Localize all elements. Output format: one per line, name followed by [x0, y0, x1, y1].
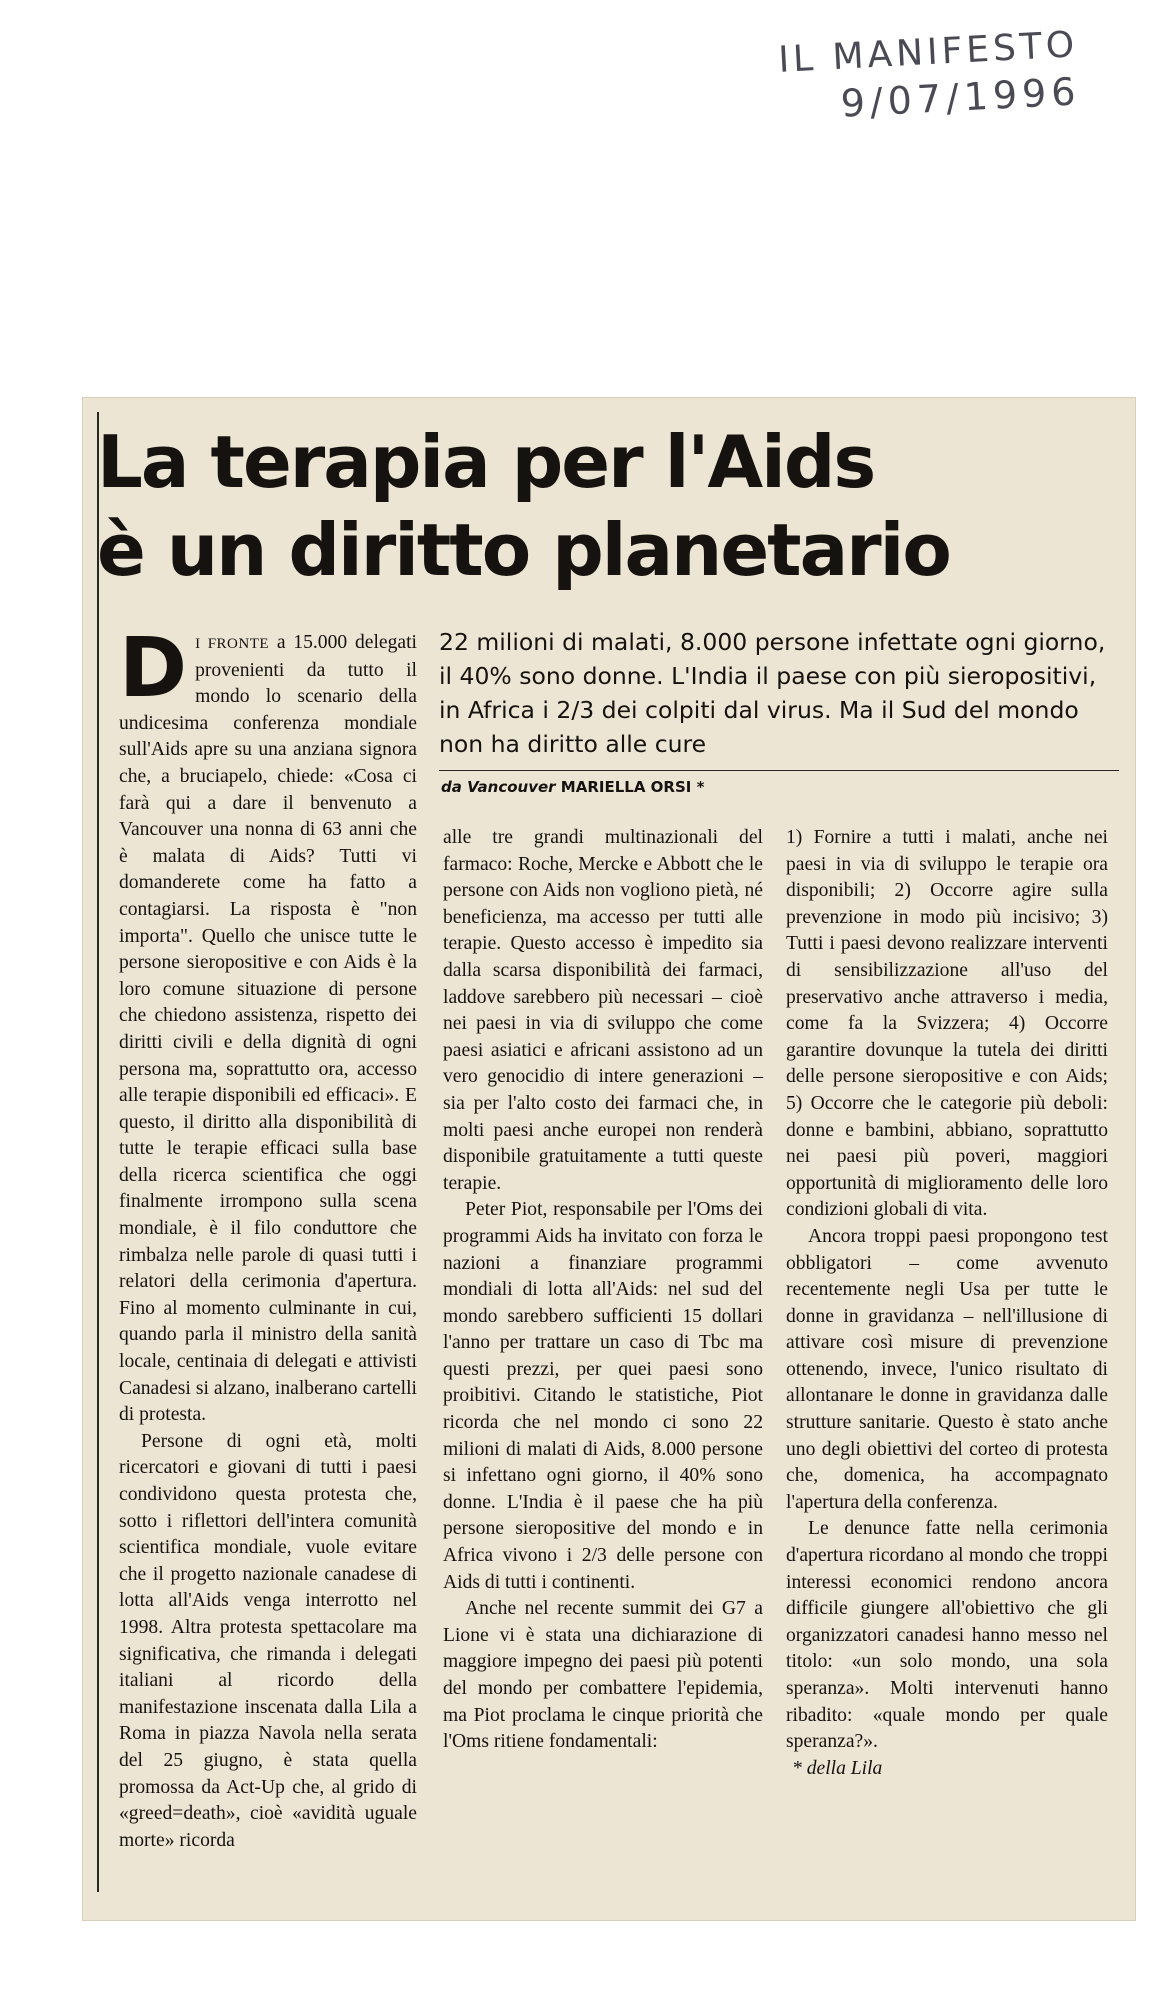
article-column-2 [443, 825, 763, 1756]
headline-line-2: è un diritto planetario [97, 508, 950, 592]
paragraph: 1) Fornire a tutti i malati, anche nei paesi in via di sviluppo le terapie ora disponibili; 2) Occorre agire sulla prevenzione in modo più incisivo; 3) Tutti i paesi devono realizzare interventi di sensibilizzazione all'uso del preservativo anche attraverso i media, come fa la Svizzera; 4) Occorre garantire dovunque la tutela dei diritti delle persone sieropositive e con Aids; 5) Occorre che le categorie più deboli: donne e bambini, abbiano, soprattutto nei paesi più poveri, maggiori opportunità di miglioramento delle loro condizioni globali di vita. [786, 827, 1108, 1221]
author-signature: * della Lila [792, 1757, 883, 1779]
paragraph [119, 621, 417, 1429]
paragraph-text: a 15.000 delegati provenienti da tutto il mondo lo scenario della undicesima conferenza mondiale sull'Aids apre su una anziana signora che, a bruciapelo, chiede: «Cosa ci farà qui a dare il benvenuto a Vancouver una nonna di 63 anni che è malata di Aids? Tutti vi domanderete come ha fatto a contagiarsi. La risposta è "non importa". Quello che unisce tutte le persone sieropositive e con Aids è la loro comune situazione di persone che chiedono assistenza, rispetto dei diritti civili e della dignità di ogni persona ma, soprattutto ora, accesso alle terapie disponibili ed efficaci». E questo, il diritto alla disponibilità di tutte le terapie efficaci sulla base della ricerca scientifica che oggi finalmente irrompono sulla scena mondiale, è il filo conduttore che rimbalza nelle parole di quasi tutti i relatori della cerimonia d'apertura. Fino al momento culminante in cui, quando parla il ministro della sanità locale, centinaia di delegati e attivisti Canadesi si alzano, inalberano cartelli di protesta. [119, 632, 417, 1426]
paragraph: Anche nel recente summit dei G7 a Lione vi è stata una dichiarazione di maggiore impegno dei paesi più potenti del mondo per combattere l'epidemia, ma Piot proclama le cinque priorità che l'Oms ritiene fondamentali: [443, 1598, 763, 1753]
paragraph: Ancora troppi paesi propongono test obbligatori – come avvenuto recentemente negli Usa per tutte le donne in gravidanza – nell'illusione di attivare così misure di prevenzione ottenendo, invece, l'unico risultato di allontanare le donne in gravidanza dalle strutture sanitarie. Questo è stato anche uno degli obiettivi del corteo di protesta che, domenica, ha accompagnato l'apertura della conferenza. [786, 1225, 1108, 1513]
byline-location: da Vancouver [441, 778, 556, 796]
headline-line-1: La terapia per l'Aids [97, 420, 875, 504]
paragraph: Persone di ogni età, molti ricercatori e giovani di tutti i paesi condividono questa protesta che, sotto i riflettori dell'intera comunità scientifica mondiale, vuole evitare che il progetto nazionale canadese di lotta all'Aids venga interrotto nel 1998. Altra protesta spettacolare ma significativa, che rimanda i delegati italiani al ricordo della manifestazione inscenata dalla Lila a Roma in piazza Navola nella serata del 25 giugno, è stata quella promossa da Act-Up che, al grido di «greed=death», cioè «avidità uguale morte» ricorda [119, 1430, 417, 1851]
paragraph: Le denunce fatte nella cerimonia d'apertura ricordano al mondo che troppi interessi economici rendono ancora difficile giungere all'obiettivo che gli organizzatori canadesi hanno messo nel titolo: «un solo mondo, una sola speranza». Molti intervenuti hanno ribadito: «quale mondo per quale speranza?». [786, 1518, 1108, 1753]
paragraph: Peter Piot, responsabile per l'Oms dei programmi Aids ha invitato con forza le nazioni a finanziare programmi mondiali di lotta all'Aids: nel sud del mondo sarebbero sufficienti 15 dollari l'anno per trattare un caso di Tbc ma questi prezzi, per quei paesi sono proibitivi. Citando le statistiche, Piot ricorda che nel mondo ci sono 22 milioni di malati di Aids, 8.000 persone si infettano ogni giorno, il 40% sono donne. L'India è il paese che ha più persone sieropositive del mondo e in Africa vivono i 2/3 delle persone con Aids di tutti i continenti. [443, 1199, 763, 1593]
article-column-1 [119, 621, 417, 1854]
handwritten-annotation [777, 21, 1122, 149]
annotation-date: 9/07/1996 [839, 69, 1082, 126]
newspaper-clipping [83, 398, 1135, 1920]
byline [441, 778, 704, 796]
drop-cap: D [119, 621, 188, 716]
byline-author: MARIELLA ORSI * [560, 778, 705, 796]
lead-smallcaps: I FRONTE [195, 636, 270, 652]
article-subheadline: 22 milioni di malati, 8.000 persone infettate ogni giorno, il 40% sono donne. L'India il paese con più sieropositivi, in Africa i 2/3 dei colpiti dal virus. Ma il Sud del mondo non ha diritto alle cure [439, 628, 1106, 758]
article-headline [97, 418, 997, 594]
annotation-newspaper-name: IL MANIFESTO [777, 24, 1080, 81]
paragraph: alle tre grandi multinazionali del farmaco: Roche, Mercke e Abbott che le persone con Aids non vogliono pietà, né beneficienza, ma accesso per tutti alle terapie. Questo accesso è impedito sia dalla scarsa disponibilità dei farmaci, laddove sarebbero più necessari – cioè nei paesi in via di sviluppo che come paesi asiatici e africani assistono ad un vero genocidio di intere generazioni – sia per l'alto costo dei farmaci che, in molti paesi anche europei non renderà disponibile gratuitamente a tutti queste terapie. [443, 827, 763, 1194]
left-border-rule [97, 412, 99, 1892]
byline-divider [439, 770, 1119, 771]
article-column-3 [786, 825, 1108, 1782]
